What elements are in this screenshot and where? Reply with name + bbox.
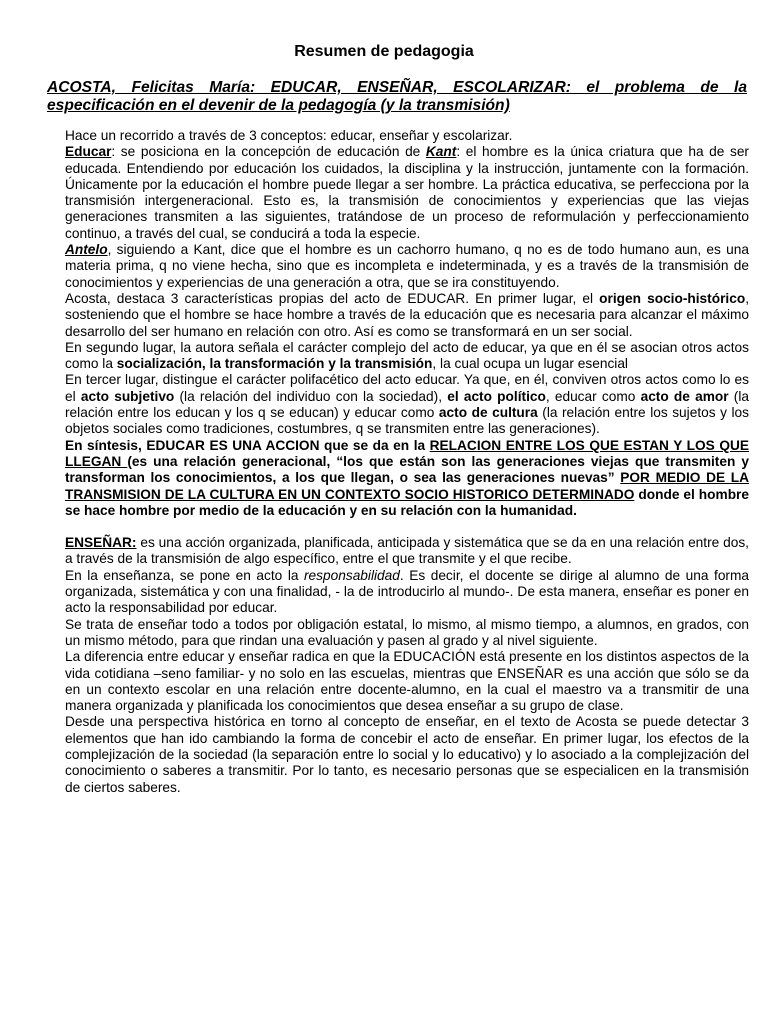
- paragraph-gap: [65, 519, 749, 535]
- term-antelo: Antelo: [65, 242, 108, 258]
- text-span: En síntesis, EDUCAR ES UNA ACCION que se da en la: [65, 437, 430, 453]
- paragraph-sintesis: [65, 438, 749, 519]
- paragraph-diferencia: La diferencia entre educar y enseñar radica en que la EDUCACIÓN está presente en los distintos aspectos de la vida cotidiana –seno familiar- y no solo en las escuelas, mientras que ENSEÑAR es una acción que sólo se da en un contexto escolar en una relación entre docente-alumno, en la cual el maestro va a transmitir de una manera organizada y planificada los conocimientos que desea enseñar a su grupo de clase.: [65, 649, 749, 714]
- text-span: (es una relación generacional, “los que están son las generaciones viejas que transmiten y transforman los conocimientos, a los que llegan, o sea las generaciones nuevas”: [65, 453, 749, 486]
- paragraph-perspectiva: Desde una perspectiva histórica en torno al concepto de enseñar, en el texto de Acosta se puede detectar 3 elementos que han ido cambiando la forma de concebir el acto de enseñar. En primer lugar, los efectos de la complejización de la sociedad (la separación entre lo social y lo educativo) y lo asociado a la complejización del conocimiento o saberes a transmitir. Por lo tanto, es necesario personas que se especialicen en la transmisión de ciertos saberes.: [65, 714, 749, 795]
- paragraph-segundo-lugar: [65, 340, 749, 373]
- term-kant: Kant: [425, 144, 457, 160]
- document-subtitle: ACOSTA, Felicitas María: EDUCAR, ENSEÑAR, ESCOLARIZAR: el problema de la especificación en el devenir de la pedagogía (y la transmisión): [47, 79, 747, 114]
- text-span: , sosteniendo que el hombre se hace hombre a través de la educación que es necesaria para alcanzar el máximo desarrollo del ser humano en relación con otro. Así es como se transformará en un ser social.: [65, 290, 750, 339]
- paragraph-obligacion: Se trata de enseñar todo a todos por obligación estatal, lo mismo, al mismo tiempo, a alumnos, en grados, con un mismo método, para que rindan una evaluación y pasen al grado y al nivel siguiente.: [65, 616, 749, 648]
- text-span: , siguiendo a Kant, dice que el hombre es un cachorro humano, q no es de todo humano aun, es una materia prima, q no viene hecha, sino que es incompleta e indeterminada, y es a través de la transmisión de conocimientos y experiencias de una generación a otra, que se ira constituyendo.: [65, 242, 749, 290]
- text-span: En segundo lugar, la autora señala el carácter complejo del acto de educar, ya que en él se asocian otros actos como la: [65, 339, 749, 372]
- term-acto-amor: acto de amor: [640, 388, 729, 404]
- text-span: , educar como: [545, 388, 641, 404]
- text-span: . Es decir, el docente se dirige al alumno de una forma organizada, sistemática y con una finalidad, - la de introducirlo al mundo-. De esta manera, enseñar es poner en acto la responsabilidad por educar.: [65, 567, 749, 616]
- paragraph-ensenar: [65, 535, 749, 568]
- term-educar: Educar: [65, 144, 112, 160]
- term-origen: origen socio-histórico: [599, 290, 746, 306]
- text-span: Acosta, destaca 3 características propias del acto de EDUCAR. En primer lugar, el: [65, 290, 600, 306]
- term-acto-cultura: acto de cultura: [438, 405, 538, 421]
- paragraph-caracteristicas: [65, 291, 749, 340]
- text-span: , la cual ocupa un lugar esencial: [432, 356, 628, 372]
- term-ensenar: ENSEÑAR:: [65, 535, 137, 551]
- text-span: (la relación del individuo con la sociedad),: [174, 388, 448, 404]
- text-span: : el hombre es la única criatura que ha de ser educada. Entendiendo por educación los cuidados, la disciplina y la instrucción, juntamente con la formación. Únicamente por la educación el hombre puede llegar a ser hombre. La práctica educativa, se perfecciona por la transmisión intergeneracional. Esto es, la transmisión de conocimientos y experiencias que las viejas generaciones transmiten a las siguientes, tratándose de un proceso de reformulación y perfeccionamiento continuo, a través del cual, se conducirá a toda la especie.: [65, 144, 749, 241]
- term-socializacion: socialización, la transformación y la transmisión: [116, 356, 433, 372]
- paragraph-tercer-lugar: [65, 372, 749, 437]
- text-span: es una acción organizada, planificada, anticipada y sistemática que se da en una relación entre dos, a través de la transmisión de algo específico, entre el que transmite y el que recibe.: [65, 535, 749, 567]
- term-transmision-cultura: POR MEDIO DE LA TRANSMISION DE LA CULTURA EN UN CONTEXTO SOCIO HISTORICO DETERMINADO: [65, 470, 749, 502]
- term-responsabilidad: responsabilidad: [304, 567, 400, 583]
- text-span: (la relación entre los educan y los q se educan) y educar como: [65, 388, 749, 421]
- paragraph-responsabilidad: [65, 568, 749, 617]
- paragraph-educar: [65, 144, 749, 242]
- document-title: Resumen de pedagogia: [294, 43, 474, 60]
- text-span: En tercer lugar, distingue el carácter polifacético del acto educar. Ya que, en él, conviven otros actos como lo es el: [65, 372, 749, 404]
- text-span: (la relación entre los sujetos y los objetos sociales como tradiciones, costumbres, q se transmiten entre las generaciones).: [65, 405, 749, 437]
- term-acto-subjetivo: acto subjetivo: [80, 388, 175, 404]
- text-span: donde el hombre se hace hombre por medio de la educación y en su relación con la humanidad.: [65, 486, 749, 518]
- paragraph-antelo: [65, 242, 749, 291]
- text-span: En la enseñanza, se pone en acto la: [65, 567, 304, 583]
- text-span: : se posiciona en la concepción de educación de: [111, 144, 426, 160]
- paragraph-intro: Hace un recorrido a través de 3 conceptos: educar, enseñar y escolarizar.: [65, 128, 513, 143]
- term-acto-politico: el acto político: [447, 388, 546, 404]
- document-body: [65, 128, 749, 796]
- term-relacion: RELACION ENTRE LOS QUE ESTAN Y LOS QUE LLEGAN: [65, 437, 749, 469]
